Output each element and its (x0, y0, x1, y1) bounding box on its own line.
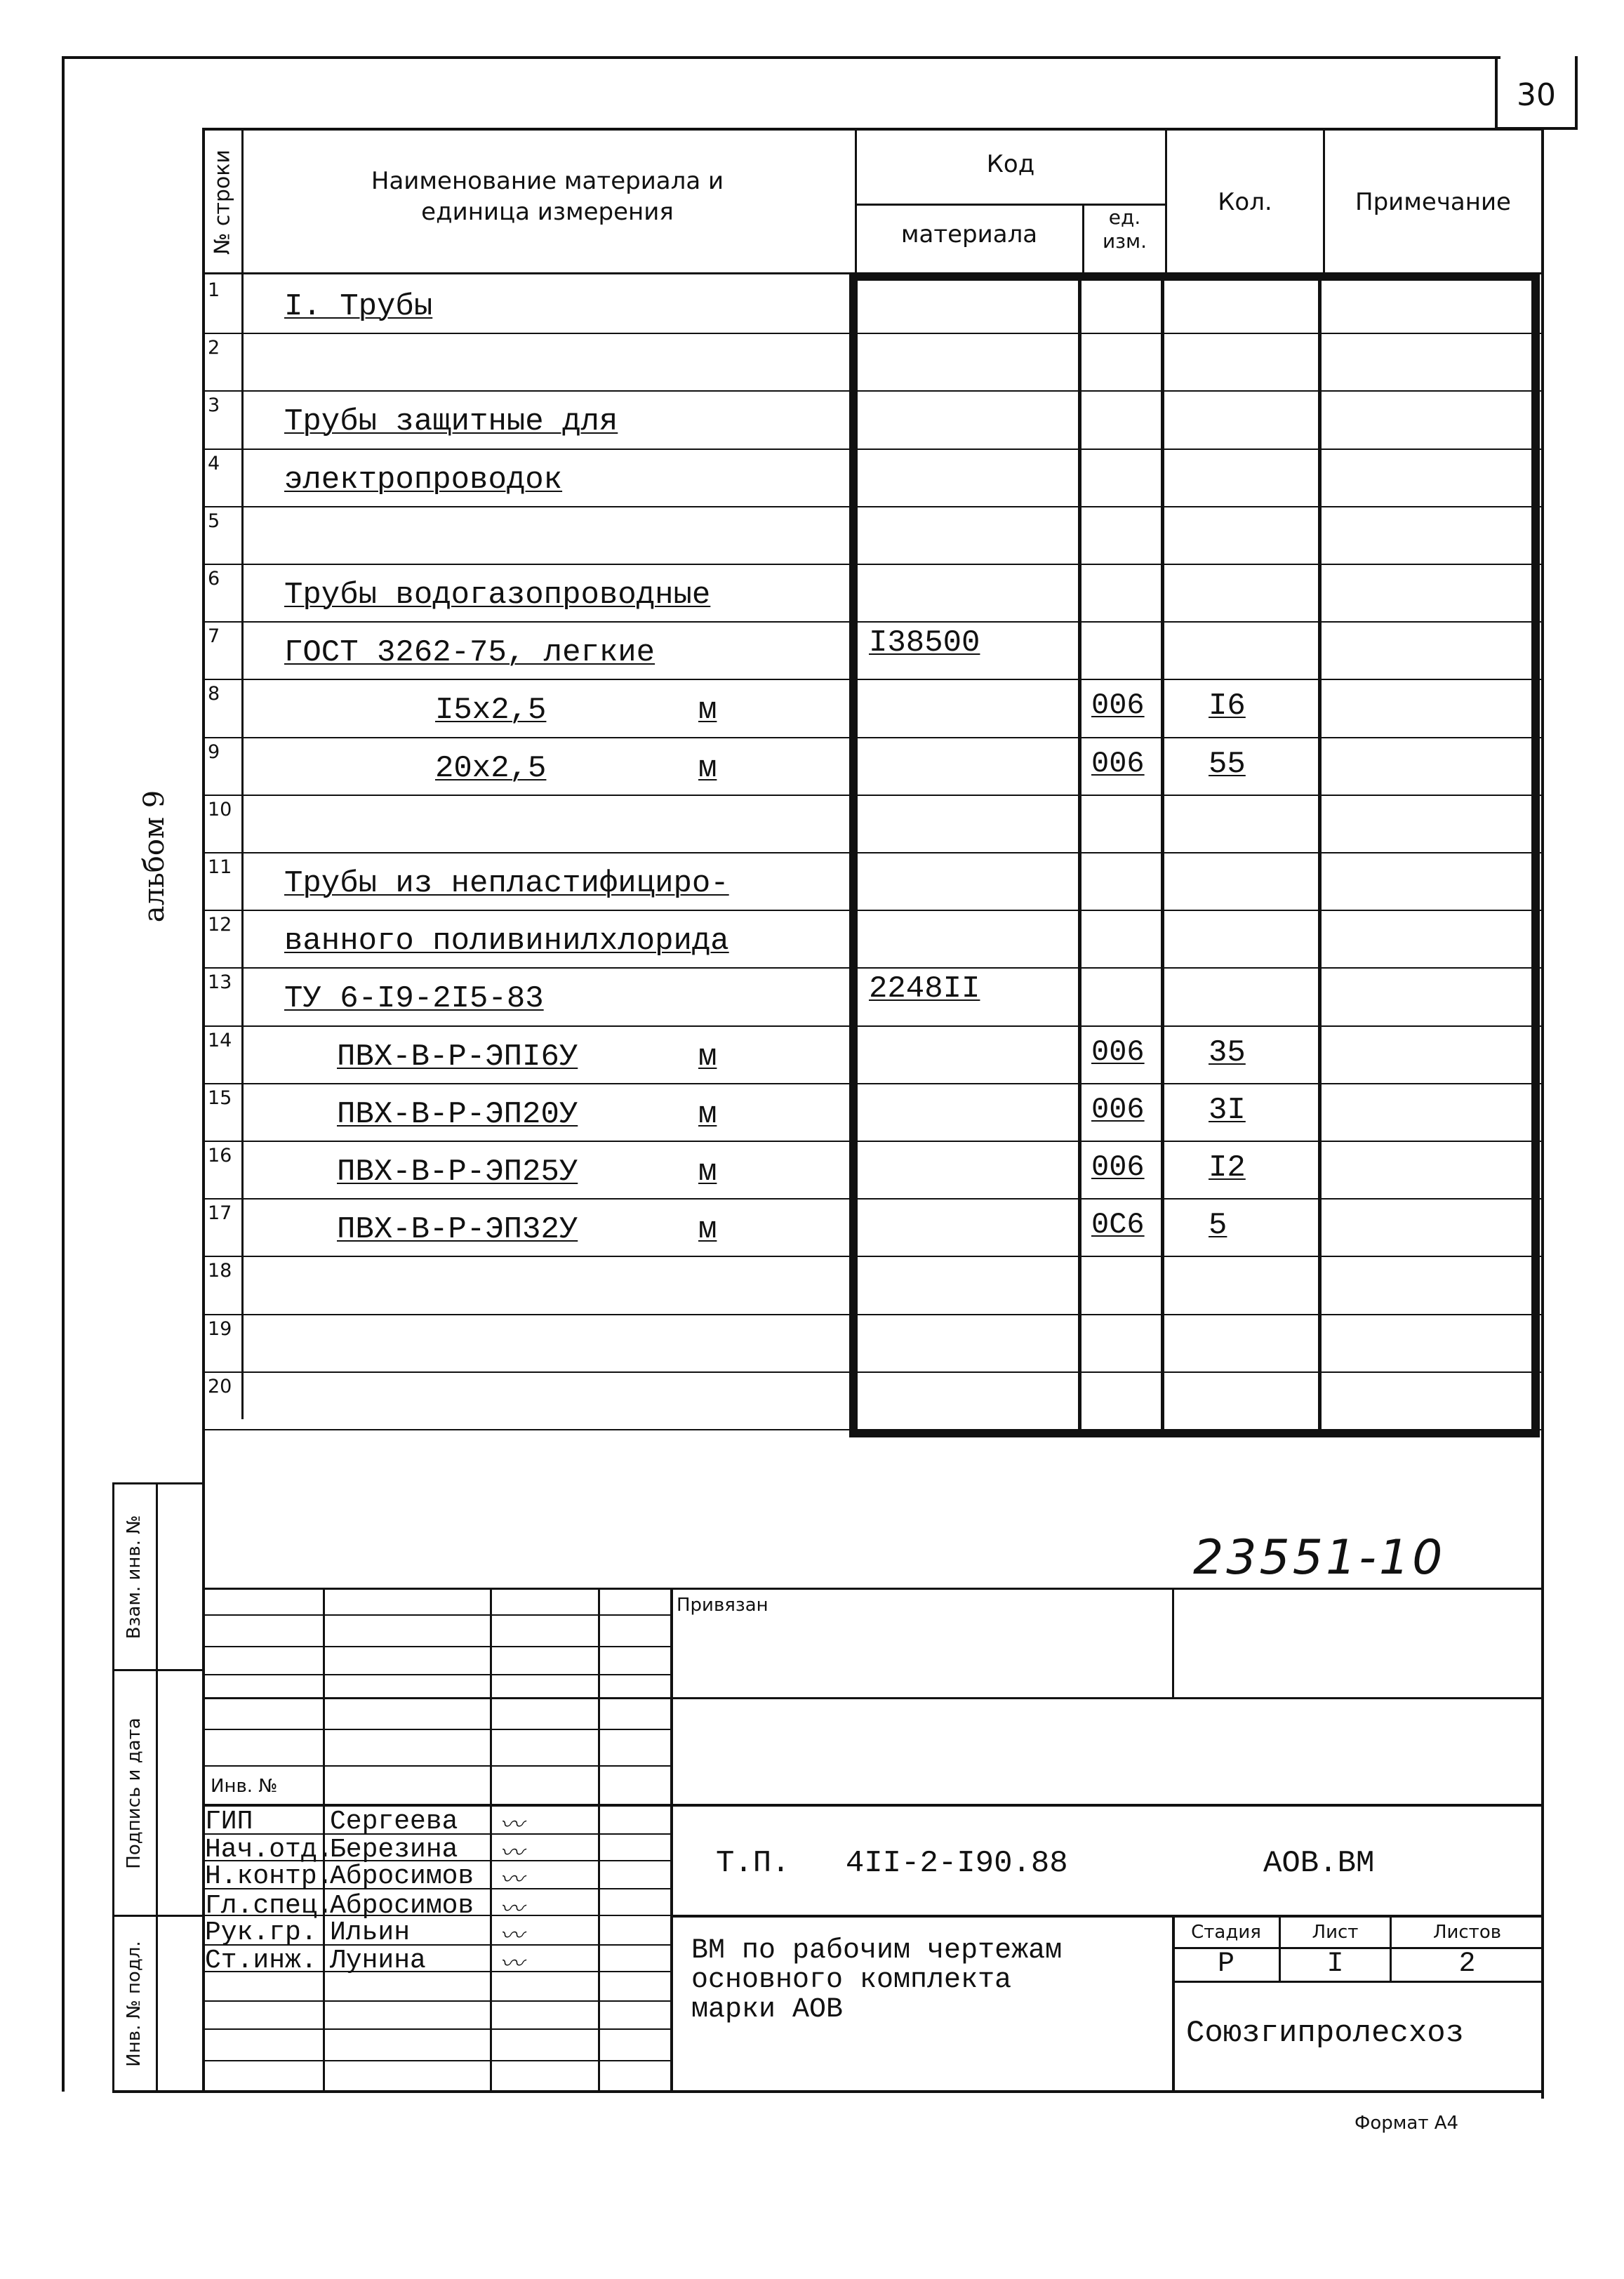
row-material-code: I38500 (869, 625, 980, 660)
row-divider (204, 967, 1544, 969)
title-3: марки АОВ (691, 1994, 844, 2026)
row-quantity: I6 (1209, 689, 1246, 724)
row-divider (204, 795, 1544, 796)
row-name: ПВХ-В-Р-ЭПI6У (337, 1039, 578, 1075)
title-2: основного комплекта (691, 1965, 1012, 1996)
row-unit-code: 0С6 (1091, 1208, 1145, 1242)
row-name: Трубы из непластифициро- (284, 866, 729, 901)
row-number: 19 (208, 1318, 232, 1340)
signature-role: Ст.инж. (205, 1946, 317, 1976)
handwritten-signature-icon: 〰 (500, 1950, 524, 1978)
header-unit-1: ед. (1108, 206, 1141, 229)
row-divider (204, 910, 1544, 911)
signature-name: Лунина (330, 1946, 426, 1976)
header-unit-2: изм. (1102, 230, 1147, 253)
row-name: ПВХ-В-Р-ЭП32У (337, 1212, 578, 1247)
doc-number: 23551-10 (1193, 1530, 1446, 1586)
row-divider (204, 1083, 1544, 1084)
handwritten-signature-icon: 〰 (500, 1895, 524, 1923)
privyazan-label: Привязан (677, 1595, 768, 1616)
row-name: I. Трубы (284, 289, 433, 324)
signature-name: Абросимов (330, 1891, 474, 1921)
mark: АОВ.ВМ (1263, 1846, 1375, 1881)
row-number: 18 (208, 1260, 232, 1282)
row-number: 3 (208, 394, 220, 416)
handwritten-signature-icon: 〰 (500, 1866, 524, 1894)
row-divider (204, 506, 1544, 507)
signature-name: Сергеева (330, 1807, 458, 1837)
title-1: ВМ по рабочим чертежам (691, 1935, 1063, 1967)
row-divider (204, 737, 1544, 738)
row-divider (204, 390, 1544, 392)
row-unit-code: 006 (1091, 689, 1145, 722)
row-divider (204, 852, 1544, 853)
header-row-no: № строки (210, 149, 235, 255)
signature-name: Березина (330, 1835, 458, 1865)
signature-name: Абросимов (330, 1861, 474, 1892)
row-unit-measure: м (698, 1097, 717, 1132)
row-number: 13 (208, 971, 232, 993)
header-code: Код (986, 150, 1035, 178)
signature-role: ГИП (205, 1807, 253, 1837)
row-material-code: 2248II (869, 971, 980, 1006)
row-divider (204, 1141, 1544, 1142)
row-divider (204, 449, 1544, 450)
row-name: электропроводок (284, 463, 563, 498)
row-divider (204, 564, 1544, 565)
row-name: 20х2,5 (435, 751, 547, 786)
header-note: Примечание (1355, 188, 1511, 216)
header-material: материала (900, 220, 1038, 248)
row-number: 9 (208, 741, 220, 763)
row-quantity: I2 (1209, 1150, 1246, 1185)
row-unit-code: 006 (1091, 1093, 1145, 1127)
row-quantity: 5 (1209, 1208, 1227, 1243)
signature-role: Нач.отд. (205, 1835, 333, 1865)
row-unit-measure: м (698, 1155, 717, 1190)
stage-value: Р (1217, 1948, 1234, 1980)
page-number: 30 (1517, 77, 1556, 113)
row-quantity: 55 (1209, 747, 1246, 782)
row-number: 6 (208, 568, 220, 590)
signature-role: Н.контр. (205, 1861, 333, 1892)
row-divider (204, 1371, 1544, 1373)
row-name: ГОСТ 3262-75, легкие (284, 635, 655, 670)
row-name: Трубы защитные для (284, 404, 618, 439)
handwritten-signature-icon: 〰 (500, 1811, 524, 1839)
row-divider (204, 1198, 1544, 1200)
album-label: альбом 9 (138, 790, 171, 923)
row-number: 1 (208, 279, 220, 301)
row-unit-measure: м (698, 1039, 717, 1075)
row-name: ТУ 6-I9-2I5-83 (284, 981, 544, 1016)
organization: Союзгипролесхоз (1186, 2016, 1465, 2051)
row-divider (204, 1314, 1544, 1315)
sheets-value: 2 (1458, 1948, 1476, 1980)
row-quantity: 35 (1209, 1035, 1246, 1070)
row-unit-measure: м (698, 751, 717, 786)
row-divider (204, 333, 1544, 334)
row-name: Трубы водогазопроводные (284, 578, 711, 613)
signature-name: Ильин (330, 1918, 411, 1948)
row-number: 5 (208, 510, 220, 532)
side-label-3: Инв. № подл. (124, 1940, 145, 2067)
row-number: 4 (208, 453, 220, 474)
tp-number: Т.П. 4II-2-I90.88 (716, 1846, 1068, 1881)
row-unit-measure: м (698, 1212, 717, 1247)
row-number: 16 (208, 1145, 232, 1167)
row-divider (204, 1256, 1544, 1257)
row-unit-measure: м (698, 693, 717, 728)
row-number: 17 (208, 1202, 232, 1224)
header-qty: Кол. (1218, 188, 1272, 216)
row-number: 12 (208, 914, 232, 936)
row-number: 7 (208, 625, 220, 647)
row-name: ПВХ-В-Р-ЭП20У (337, 1097, 578, 1132)
row-divider (204, 679, 1544, 680)
side-label-2: Подпись и дата (124, 1717, 145, 1869)
row-number: 2 (208, 337, 220, 359)
row-unit-code: 006 (1091, 1035, 1145, 1069)
handwritten-signature-icon: 〰 (500, 1839, 524, 1867)
row-number: 8 (208, 683, 220, 705)
row-unit-code: 006 (1091, 1150, 1145, 1184)
row-quantity: 3I (1209, 1093, 1246, 1128)
stage-label: Стадия (1191, 1922, 1261, 1943)
row-name: I5х2,5 (435, 693, 547, 728)
signature-role: Гл.спец. (205, 1891, 333, 1921)
row-name: ПВХ-В-Р-ЭП25У (337, 1155, 578, 1190)
handwritten-signature-icon: 〰 (500, 1922, 524, 1950)
sheet-label: Лист (1312, 1922, 1359, 1943)
row-divider (204, 621, 1544, 623)
row-number: 15 (208, 1087, 232, 1109)
row-divider (204, 1025, 1544, 1027)
row-number: 14 (208, 1030, 232, 1051)
row-unit-code: 006 (1091, 747, 1145, 780)
row-number: 10 (208, 799, 232, 820)
inv-no-label: Инв. № (211, 1776, 278, 1797)
row-name: ванного поливинилхлорида (284, 924, 729, 959)
sheets-label: Листов (1432, 1922, 1502, 1943)
signature-role: Рук.гр. (205, 1918, 317, 1948)
header-name: Наименование материала и единица измерения (371, 167, 724, 227)
row-number: 11 (208, 856, 232, 878)
row-number: 20 (208, 1376, 232, 1397)
sheet-value: I (1326, 1948, 1344, 1980)
side-label-1: Взам. инв. № (124, 1515, 145, 1639)
format-label: Формат А4 (1355, 2113, 1459, 2134)
